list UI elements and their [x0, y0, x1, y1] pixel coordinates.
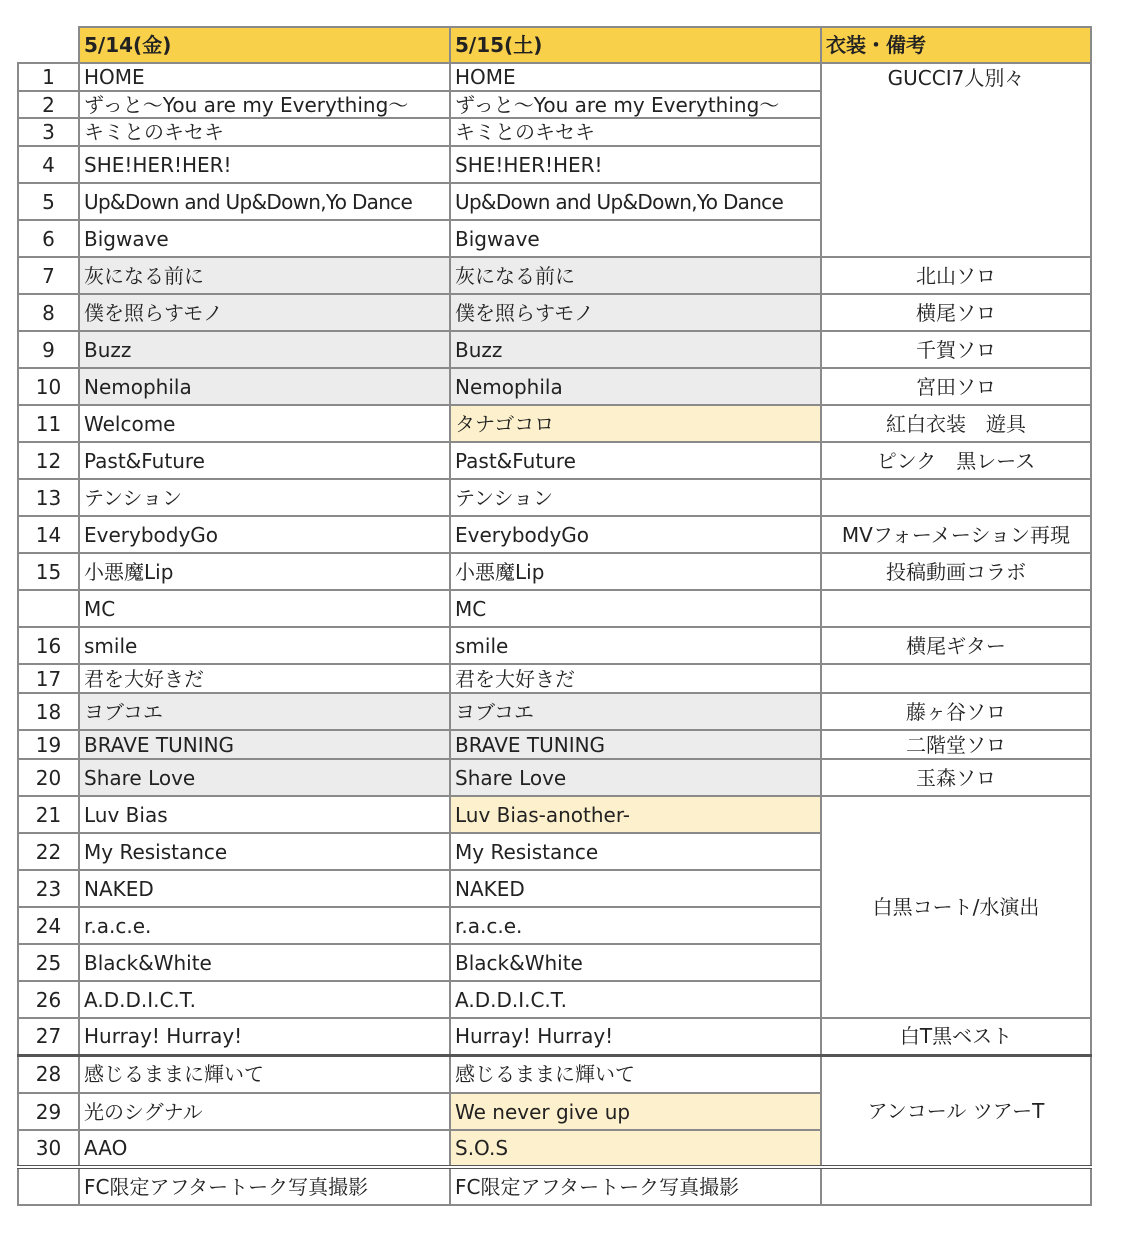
day1-song: NAKED: [79, 870, 450, 907]
day1-song: Past&Future: [79, 442, 450, 479]
note-cell: 白T黒ベスト: [821, 1018, 1091, 1055]
row-number: 13: [18, 479, 79, 516]
day2-song: 灰になる前に: [450, 257, 821, 294]
row-number: 1: [18, 63, 79, 91]
note-cell: [821, 479, 1091, 516]
table-row: [18, 442, 1091, 479]
day2-song: BRAVE TUNING: [450, 730, 821, 759]
day2-song: S.O.S: [450, 1130, 821, 1167]
day2-song: Share Love: [450, 759, 821, 796]
row-number: 22: [18, 833, 79, 870]
day2-song: Past&Future: [450, 442, 821, 479]
table-row: [18, 1055, 1091, 1093]
row-number: 10: [18, 368, 79, 405]
day1-song: Luv Bias: [79, 796, 450, 833]
day2-song: Luv Bias-another-: [450, 796, 821, 833]
day2-song: 感じるままに輝いて: [450, 1055, 821, 1093]
note-cell: 横尾ソロ: [821, 294, 1091, 331]
day2-song: A.D.D.I.C.T.: [450, 981, 821, 1018]
note-cell: アンコール ツアーT: [821, 1055, 1091, 1167]
note-cell: ピンク 黒レース: [821, 442, 1091, 479]
row-number: 9: [18, 331, 79, 368]
day1-song: テンション: [79, 479, 450, 516]
table-row: [18, 294, 1091, 331]
row-number: 18: [18, 693, 79, 730]
note-cell: 白黒コート/水演出: [821, 796, 1091, 1018]
day1-song: MC: [79, 590, 450, 627]
table-row: [18, 516, 1091, 553]
day1-song: Share Love: [79, 759, 450, 796]
day1-song: EverybodyGo: [79, 516, 450, 553]
day2-song: MC: [450, 590, 821, 627]
note-cell: 投稿動画コラボ: [821, 553, 1091, 590]
table-row: [18, 479, 1091, 516]
day2-song: SHE!HER!HER!: [450, 146, 821, 183]
header-row: [18, 27, 1091, 63]
day2-song: Bigwave: [450, 220, 821, 257]
day2-song: タナゴコロ: [450, 405, 821, 442]
table-row: [18, 730, 1091, 759]
table-row: [18, 664, 1091, 693]
day2-song: Up&Down and Up&Down,Yo Dance: [450, 183, 821, 220]
note-cell: 紅白衣装 遊具: [821, 405, 1091, 442]
row-number: 16: [18, 627, 79, 664]
note-cell: [821, 1167, 1091, 1205]
day2-song: Hurray! Hurray!: [450, 1018, 821, 1055]
day1-song: Black&White: [79, 944, 450, 981]
header-day1: 5/14(金): [79, 27, 450, 63]
table-row: [18, 257, 1091, 294]
day1-song: r.a.c.e.: [79, 907, 450, 944]
row-number: 2: [18, 91, 79, 118]
day2-song: HOME: [450, 63, 821, 91]
day1-song: 光のシグナル: [79, 1093, 450, 1130]
day1-song: Hurray! Hurray!: [79, 1018, 450, 1055]
row-number: 6: [18, 220, 79, 257]
day2-song: 小悪魔Lip: [450, 553, 821, 590]
row-number: 27: [18, 1018, 79, 1055]
day1-song: Up&Down and Up&Down,Yo Dance: [79, 183, 450, 220]
header-corner: [18, 27, 79, 63]
note-cell: GUCCI7人別々: [821, 63, 1091, 257]
day1-song: 僕を照らすモノ: [79, 294, 450, 331]
table-row: [18, 1167, 1091, 1205]
day1-song: BRAVE TUNING: [79, 730, 450, 759]
day1-song: ヨブコエ: [79, 693, 450, 730]
table-row: [18, 627, 1091, 664]
day1-song: AAO: [79, 1130, 450, 1167]
day2-song: Black&White: [450, 944, 821, 981]
row-number: 11: [18, 405, 79, 442]
day1-song: 君を大好きだ: [79, 664, 450, 693]
day1-song: SHE!HER!HER!: [79, 146, 450, 183]
day1-song: smile: [79, 627, 450, 664]
row-number: [18, 590, 79, 627]
row-number: 19: [18, 730, 79, 759]
day1-song: Bigwave: [79, 220, 450, 257]
table-row: [18, 590, 1091, 627]
note-cell: [821, 664, 1091, 693]
day1-song: Buzz: [79, 331, 450, 368]
day2-song: ヨブコエ: [450, 693, 821, 730]
note-cell: [821, 590, 1091, 627]
row-number: 25: [18, 944, 79, 981]
day1-song: Nemophila: [79, 368, 450, 405]
day2-song: テンション: [450, 479, 821, 516]
table-row: [18, 1018, 1091, 1055]
row-number: [18, 1167, 79, 1205]
day2-song: NAKED: [450, 870, 821, 907]
row-number: 28: [18, 1055, 79, 1093]
note-cell: 二階堂ソロ: [821, 730, 1091, 759]
note-cell: MVフォーメーション再現: [821, 516, 1091, 553]
table-row: [18, 405, 1091, 442]
row-number: 24: [18, 907, 79, 944]
day2-song: My Resistance: [450, 833, 821, 870]
row-number: 3: [18, 118, 79, 146]
day1-song: 灰になる前に: [79, 257, 450, 294]
day1-song: A.D.D.I.C.T.: [79, 981, 450, 1018]
table-row: [18, 331, 1091, 368]
note-cell: 宮田ソロ: [821, 368, 1091, 405]
row-number: 30: [18, 1130, 79, 1167]
day1-song: HOME: [79, 63, 450, 91]
note-cell: 藤ヶ谷ソロ: [821, 693, 1091, 730]
row-number: 15: [18, 553, 79, 590]
day2-song: 君を大好きだ: [450, 664, 821, 693]
setlist-table: [17, 26, 1092, 1206]
day2-song: smile: [450, 627, 821, 664]
day1-song: 感じるままに輝いて: [79, 1055, 450, 1093]
table-row: [18, 63, 1091, 91]
header-day2: 5/15(土): [450, 27, 821, 63]
day2-song: キミとのキセキ: [450, 118, 821, 146]
day2-song: FC限定アフタートーク写真撮影: [450, 1167, 821, 1205]
day2-song: r.a.c.e.: [450, 907, 821, 944]
row-number: 7: [18, 257, 79, 294]
day1-song: キミとのキセキ: [79, 118, 450, 146]
day1-song: ずっと〜You are my Everything〜: [79, 91, 450, 118]
note-cell: 北山ソロ: [821, 257, 1091, 294]
day1-song: 小悪魔Lip: [79, 553, 450, 590]
row-number: 8: [18, 294, 79, 331]
note-cell: 千賀ソロ: [821, 331, 1091, 368]
row-number: 17: [18, 664, 79, 693]
table-row: [18, 368, 1091, 405]
day1-song: FC限定アフタートーク写真撮影: [79, 1167, 450, 1205]
table-row: [18, 796, 1091, 833]
day2-song: 僕を照らすモノ: [450, 294, 821, 331]
day1-song: Welcome: [79, 405, 450, 442]
row-number: 14: [18, 516, 79, 553]
row-number: 4: [18, 146, 79, 183]
table-row: [18, 759, 1091, 796]
row-number: 5: [18, 183, 79, 220]
table-row: [18, 553, 1091, 590]
row-number: 29: [18, 1093, 79, 1130]
day1-song: My Resistance: [79, 833, 450, 870]
row-number: 26: [18, 981, 79, 1018]
day2-song: ずっと〜You are my Everything〜: [450, 91, 821, 118]
day2-song: Buzz: [450, 331, 821, 368]
row-number: 20: [18, 759, 79, 796]
note-cell: 玉森ソロ: [821, 759, 1091, 796]
note-cell: 横尾ギター: [821, 627, 1091, 664]
row-number: 21: [18, 796, 79, 833]
row-number: 23: [18, 870, 79, 907]
day2-song: We never give up: [450, 1093, 821, 1130]
header-note: 衣装・備考: [821, 27, 1091, 63]
day2-song: Nemophila: [450, 368, 821, 405]
table-row: [18, 693, 1091, 730]
day2-song: EverybodyGo: [450, 516, 821, 553]
row-number: 12: [18, 442, 79, 479]
